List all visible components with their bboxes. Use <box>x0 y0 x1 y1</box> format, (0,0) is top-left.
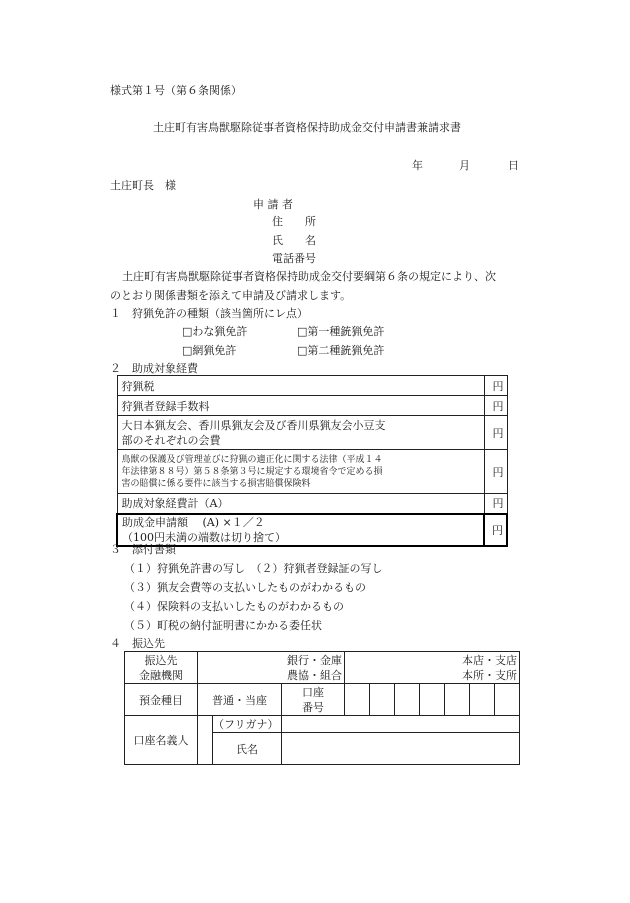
account-digit-box[interactable] <box>420 684 445 716</box>
license-option-first-gun[interactable]: □第一種銃猟免許 <box>297 325 385 338</box>
branch-name-field[interactable] <box>345 652 520 684</box>
account-digit-box[interactable] <box>470 684 495 716</box>
expense-label-line: 害の賠償に係る要件に該当する損害賠償保険料 <box>121 478 311 489</box>
expense-amount[interactable]: 円 <box>484 494 507 514</box>
holder-label: 口座名義人 <box>125 716 198 765</box>
expense-label-line: （100円未満の端数は切り捨て） <box>122 530 286 544</box>
attachment-item: （１）狩猟免許書の写し （２）狩猟者登録証の写し <box>124 562 383 575</box>
spacer-cell <box>198 716 213 733</box>
attachment-item: （４）保険料の支払いしたものがわかるもの <box>124 600 344 613</box>
account-digit-box[interactable] <box>370 684 395 716</box>
applicant-phone-label: 電話番号 <box>272 252 316 265</box>
expense-label-line: 助成金申請額 (A) ×１／２ <box>122 515 265 529</box>
table-row <box>117 450 507 494</box>
expense-label <box>117 450 484 494</box>
license-option-net[interactable]: □網猟免許 <box>182 344 237 357</box>
expense-label-line: 部のそれぞれの会費 <box>121 433 221 447</box>
account-type-label: 預金種目 <box>125 684 198 716</box>
section4-heading: ４ 振込先 <box>110 637 165 650</box>
expense-amount[interactable]: 円 <box>484 416 507 450</box>
account-digit-box[interactable] <box>345 684 370 716</box>
bank-table <box>124 651 520 765</box>
page-title: 土庄町有害鳥獣駆除従事者資格保持助成金交付申請書兼請求書 <box>153 121 461 134</box>
bank-type-line: 銀行・金庫 <box>287 653 342 667</box>
bank-label-cell <box>125 652 198 684</box>
bank-type-line: 農協・組合 <box>287 668 342 682</box>
bank-name-field[interactable] <box>198 652 345 684</box>
table-row <box>125 684 520 716</box>
expense-label: 狩猟税 <box>117 376 484 396</box>
branch-type-line: 本所・支所 <box>462 668 517 682</box>
applicant-label: 申 請 者 <box>253 198 293 211</box>
section2-heading: ２ 助成対象経費 <box>110 362 198 375</box>
expense-amount[interactable]: 円 <box>484 396 507 416</box>
spacer-cell <box>198 733 213 765</box>
expense-amount[interactable]: 円 <box>484 514 507 546</box>
applicant-name-label: 氏 名 <box>272 234 316 247</box>
account-number-label-line: 番号 <box>302 700 324 714</box>
holder-name-field[interactable] <box>282 733 520 765</box>
date-month: 月 <box>459 159 470 172</box>
bank-label-line: 金融機関 <box>139 668 183 682</box>
account-digit-box[interactable] <box>395 684 420 716</box>
account-number-label-line: 口座 <box>302 685 324 699</box>
expense-label: 助成対象経費計（A） <box>117 494 484 514</box>
table-row <box>125 652 520 684</box>
bank-label-line: 振込先 <box>144 653 178 667</box>
date-day: 日 <box>508 159 519 172</box>
attachment-item: （３）猟友会費等の支払いしたものがわかるもの <box>124 581 366 594</box>
applicant-address-label: 住 所 <box>272 215 316 228</box>
license-option-trap[interactable]: □わな猟免許 <box>182 325 248 338</box>
holder-name-label: 氏名 <box>213 733 282 765</box>
intro-line-2: のとおり関係書類を添えて申請及び請求します。 <box>110 289 352 302</box>
furigana-field[interactable] <box>282 716 520 733</box>
expense-amount[interactable]: 円 <box>484 450 507 494</box>
table-row <box>125 716 520 733</box>
date-year: 年 <box>412 159 423 172</box>
expenses-table <box>116 375 508 547</box>
table-row <box>117 416 507 450</box>
expense-label-line: 鳥獣の保護及び管理並びに狩猟の適正化に関する法律（平成１４ <box>121 454 383 465</box>
intro-line-1: 土庄町有害鳥獣駆除従事者資格保持助成金交付要綱第６条の規定により、次 <box>122 270 496 283</box>
section1-heading: １ 狩猟免許の種類（該当箇所にレ点） <box>110 307 308 320</box>
attachment-item: （５）町税の納付証明書にかかる委任状 <box>124 619 322 632</box>
furigana-label: （フリガナ） <box>213 716 282 733</box>
expense-label: 狩猟者登録手数料 <box>117 396 484 416</box>
branch-type-line: 本店・支店 <box>462 653 517 667</box>
account-digit-box[interactable] <box>445 684 470 716</box>
expense-label-line: 年法律第８８号）第５８条第３号に規定する環境省令で定める損 <box>121 466 383 477</box>
account-number-label <box>282 684 345 716</box>
license-option-second-gun[interactable]: □第二種銃猟免許 <box>297 344 385 357</box>
account-digit-box[interactable] <box>495 684 520 716</box>
section3-heading: ３ 添付書類 <box>110 543 176 556</box>
account-type-field[interactable]: 普通・当座 <box>198 684 282 716</box>
expense-label <box>117 416 484 450</box>
form-number: 様式第１号（第６条関係） <box>110 84 242 97</box>
table-row <box>117 376 507 396</box>
addressee: 土庄町長 様 <box>110 179 176 192</box>
table-row <box>117 494 507 514</box>
expense-label-line: 大日本猟友会、香川県猟友会及び香川県猟友会小豆支 <box>121 418 386 432</box>
expense-amount[interactable]: 円 <box>484 376 507 396</box>
table-row <box>117 396 507 416</box>
